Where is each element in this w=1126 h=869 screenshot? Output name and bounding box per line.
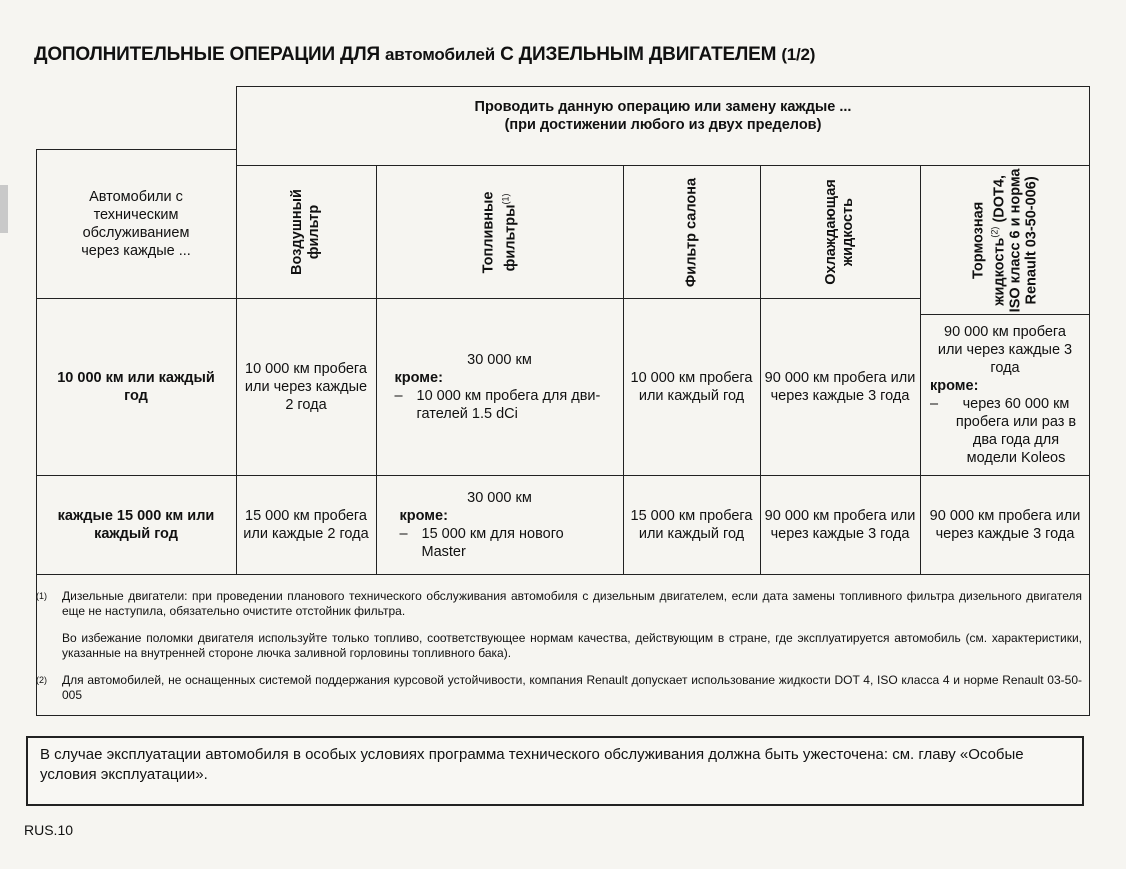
row1-brake-except-dash: – (930, 396, 939, 412)
row1-fuel-except-label: кроме: (394, 370, 443, 386)
col-header-cabin-filter (623, 165, 760, 299)
page-title (34, 44, 1094, 66)
footnote-1b-text: Во избежание поломки двигателя используйте только топливо, соответствующее нормам качества, действующим в стране, где эксплуатируется автомобиль (см. характеристики, указанные на внутренней стороне лючка заливной горловины топливного бака). (62, 631, 1082, 660)
group-header-line-1: Проводить данную операцию или замену каждые ... (474, 99, 852, 115)
table-border-left (36, 149, 37, 716)
col-header-brake-fluid (920, 165, 1090, 315)
special-conditions-box: В случае эксплуатации автомобиля в особых условиях программа технического обслуживания должна быть ужесточена: см. главу «Особые условия эксплуатации». (26, 736, 1084, 806)
row1-fuel-filters (376, 299, 623, 475)
title-part-3: С ДИЗЕЛЬНЫМ ДВИГАТЕЛЕМ (500, 44, 777, 65)
footnote-2-marker: (2) (36, 675, 47, 685)
row1-air-filter: 10 000 км пробега или через каждые 2 года (244, 361, 368, 413)
row2-period: каждые 15 000 км или каждый год (57, 508, 215, 542)
col-header-fuel-filters-text: Топливные фильтры (480, 191, 518, 273)
row1-cabin-filter: 10 000 км пробега или каждый год (630, 370, 753, 404)
footnote-2-text: Для автомобилей, не оснащенных системой поддержания курсовой устойчивости, компания Renault допускает использование жидкости DOT 4, ISO класса 4 и норме Renault 03-50-005 (62, 673, 1082, 702)
row2-fuel-main: 30 000 км (467, 490, 532, 506)
footnote-ref-2: (2) (989, 226, 1000, 238)
row2-cabin-filter: 15 000 км пробега или каждый год (630, 508, 753, 542)
col-header-coolant-label: Охлаждающая жидкость (823, 179, 856, 285)
col-header-fuel-filters (376, 165, 623, 299)
footnote-1-marker: (1) (36, 591, 47, 601)
col-header-cabin-filter-label: Фильтр салона (683, 177, 699, 287)
row1-brake-main: 90 000 км пробега или через каждые 3 года (937, 324, 1073, 376)
footnote-1-text: Дизельные двигатели: при проведении планового технического обслуживания автомобиля с дизельным двигателем, если дата замены топливного фильтра дизельного двигателя еще не наступила, обязательно очистите отстойник фильтра. (62, 589, 1082, 618)
col-header-brake-fluid-extra: (DOT4, ISO класс 6 и норма Renault 03-50-006) (991, 168, 1040, 312)
title-part-1: ДОПОЛНИТЕЛЬНЫЕ ОПЕРАЦИИ ДЛЯ (34, 44, 380, 65)
row1-period: 10 000 км или каждый год (57, 370, 215, 404)
row2-fuel-filters (376, 476, 623, 574)
col-header-brake-fluid-label (971, 168, 1040, 312)
col-header-air-filter-label: Воздушный фильтр (289, 189, 322, 275)
group-header (236, 98, 1090, 134)
table-line-row2-bottom (36, 574, 1090, 575)
col-header-coolant (760, 165, 920, 299)
row1-brake-except: через 60 000 км пробега или раз в два года для модели Koleos (955, 396, 1077, 466)
row-header-label: Автомобили с техническим обслуживанием через каждые ... (81, 189, 191, 259)
page-number: RUS.10 (24, 822, 74, 838)
row2-fuel-except: 15 000 км для нового Master (421, 526, 564, 560)
title-part-4: (1/2) (781, 45, 816, 64)
col-header-fuel-filters-label (480, 167, 519, 297)
table-col-line-1 (236, 86, 237, 575)
col-header-brake-fluid-text: Тормозная жидкость (970, 201, 1008, 306)
row1-fuel-except-dash: – (394, 388, 403, 404)
row2-fuel-except-label: кроме: (399, 508, 448, 524)
row2-air-filter: 15 000 км пробега или каждые 2 года (243, 508, 369, 542)
title-part-2: автомобилей (385, 45, 495, 64)
row2-coolant: 90 000 км пробега или через каждые 3 года (764, 508, 916, 542)
row1-fuel-except: 10 000 км пробега для дви-гателей 1.5 dCi (416, 388, 601, 422)
group-header-line-2: (при достижении любого из двух пределов) (504, 117, 822, 133)
row2-brake-fluid: 90 000 км пробега или через каждые 3 года (929, 508, 1081, 542)
page-edge-tab (0, 185, 8, 233)
maintenance-table (36, 86, 1090, 716)
row1-coolant: 90 000 км пробега или через каждые 3 года (764, 370, 916, 404)
table-border-top (236, 86, 1090, 87)
row1-fuel-main: 30 000 км (467, 352, 532, 368)
row1-brake-except-label: кроме: (930, 378, 979, 394)
col-header-air-filter (236, 165, 376, 299)
table-border-bottom (36, 715, 1090, 716)
row1-brake-fluid (920, 315, 1090, 475)
row2-fuel-except-dash: – (399, 526, 408, 542)
footnote-ref-1: (1) (500, 193, 511, 205)
